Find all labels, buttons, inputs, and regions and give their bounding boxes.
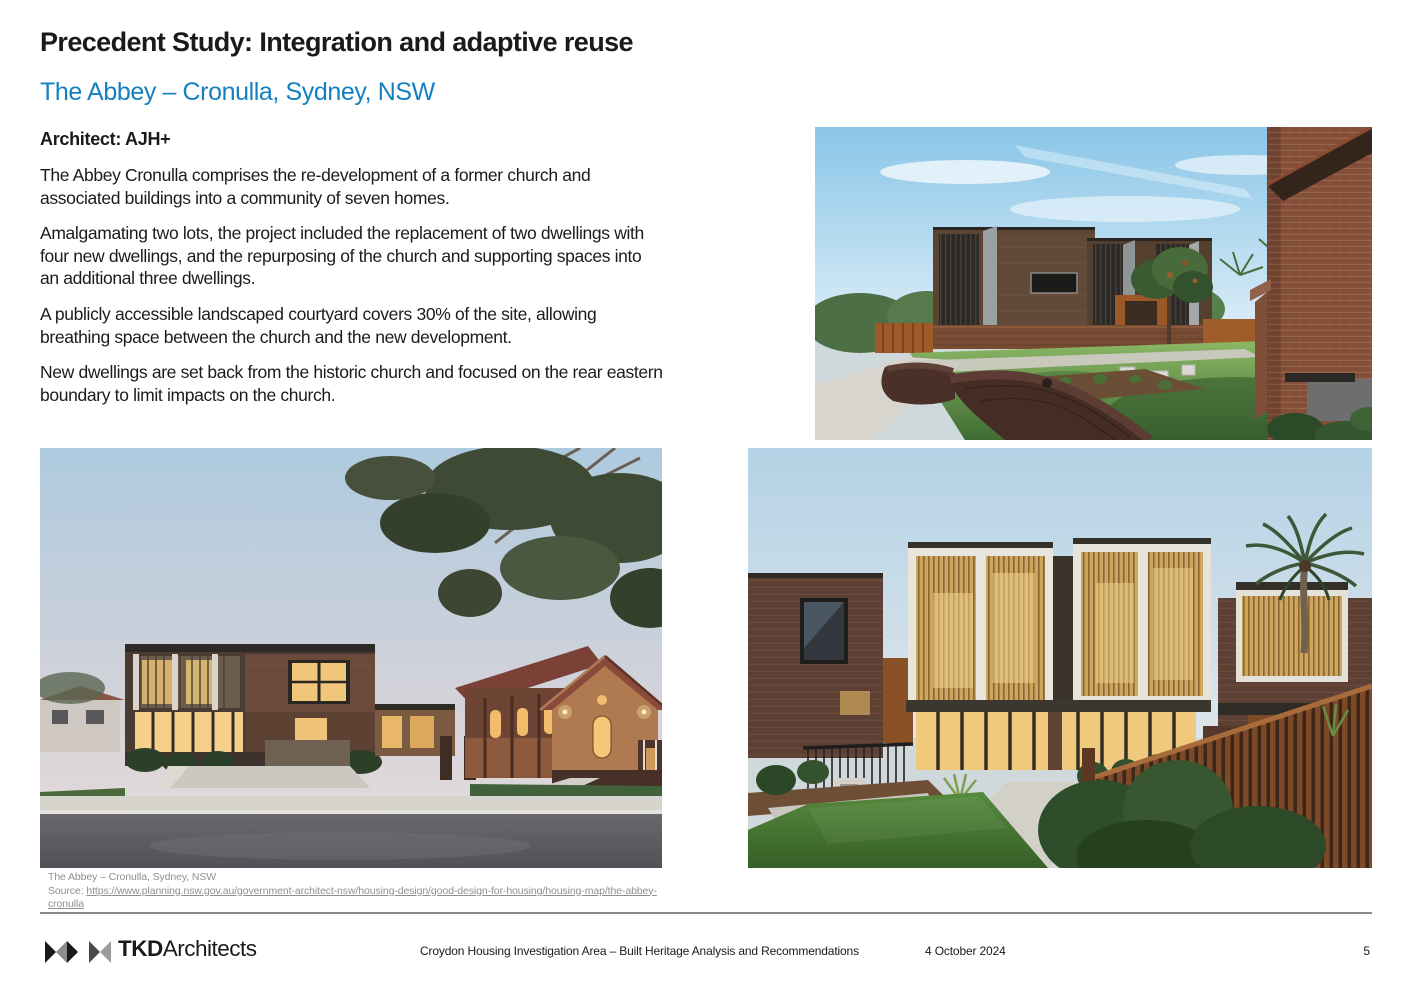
paragraph-1: The Abbey Cronulla comprises the re-development of a former church and associated buildings into a community of seven homes. bbox=[40, 165, 591, 208]
photo-caption bbox=[48, 871, 666, 912]
photo-street-dusk bbox=[40, 448, 662, 868]
caption-source-link[interactable]: https://www.planning.nsw.gov.au/government-architect-nsw/housing-design/good-design-for-housing/housing-map/the-abbey-cronulla bbox=[48, 884, 657, 910]
footer-date: 4 October 2024 bbox=[925, 944, 1006, 958]
caption-source-label: Source: bbox=[48, 884, 84, 897]
photo-dwellings-dusk bbox=[748, 448, 1372, 868]
page-title: Precedent Study: Integration and adaptive reuse bbox=[40, 27, 633, 57]
paragraph-3: A publicly accessible landscaped courtyard covers 30% of the site, allowing breathing space between the church and the new development. bbox=[40, 303, 597, 347]
tkd-logo-wordmark bbox=[118, 936, 257, 962]
photo-street-dusk-illustration bbox=[40, 448, 662, 868]
project-subtitle: The Abbey – Cronulla, Sydney, NSW bbox=[40, 78, 435, 106]
logo-text-bold: TKD bbox=[118, 936, 163, 961]
photo-courtyard-day-illustration bbox=[815, 127, 1372, 440]
caption-title: The Abbey – Cronulla, Sydney, NSW bbox=[48, 871, 217, 883]
architect-heading: Architect: AJH+ bbox=[40, 129, 171, 149]
photo-courtyard-day bbox=[815, 127, 1372, 440]
caption-source-line bbox=[48, 885, 666, 912]
paragraph-4: New dwellings are set back from the historic church and focused on the rear eastern boundary to limit impacts on the church. bbox=[40, 362, 663, 405]
footer-page-number: 5 bbox=[1363, 944, 1370, 958]
tkd-logo-mark bbox=[45, 941, 111, 963]
footer-document-title: Croydon Housing Investigation Area – Built Heritage Analysis and Recommendations bbox=[420, 944, 859, 958]
body-text-column bbox=[40, 129, 664, 419]
photo-dwellings-dusk-illustration bbox=[748, 448, 1372, 868]
logo-text-regular: Architects bbox=[162, 936, 257, 961]
paragraph-2: Amalgamating two lots, the project included the replacement of two dwellings with four new dwellings, and the repurposing of the church and supporting spaces into an additional three dwellings. bbox=[40, 223, 644, 289]
footer-divider bbox=[40, 912, 1372, 914]
